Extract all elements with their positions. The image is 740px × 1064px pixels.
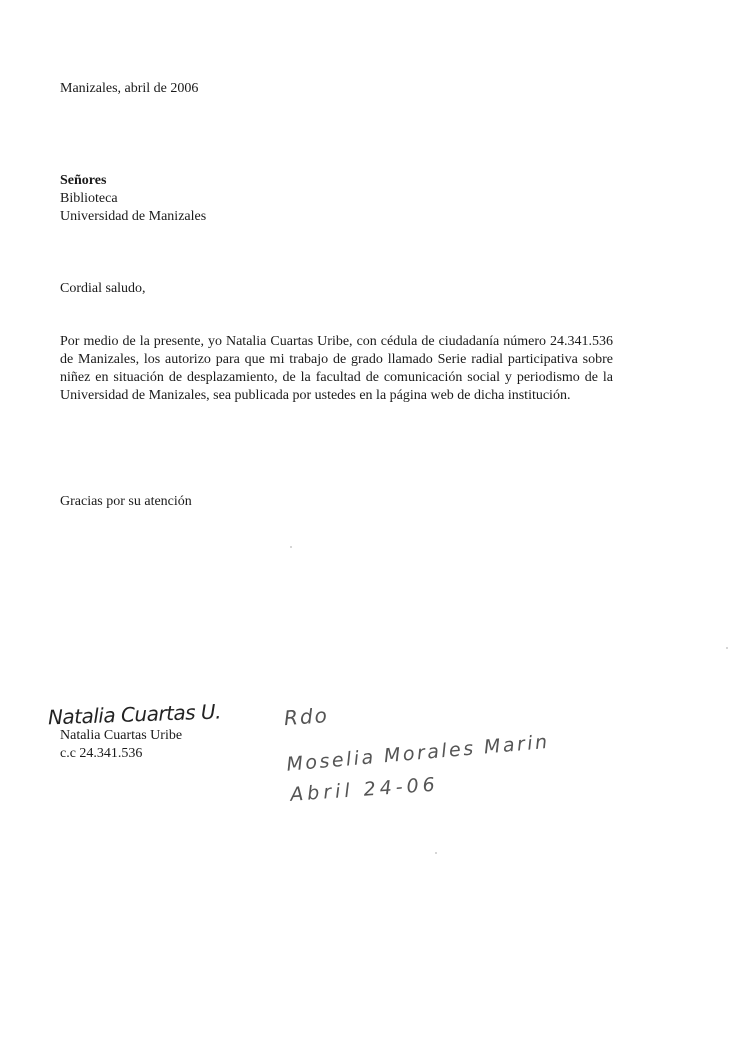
addressee-line-2: Universidad de Manizales <box>60 209 207 224</box>
letter-body: Por medio de la presente, yo Natalia Cuartas Uribe, con cédula de ciudadanía número 24.341.536 de Manizales, los autorizo para que mi trabajo de grado llamado Serie radial participativa sobre niñez en situación de desplazamiento, de la facultad de comunicación social y periodismo de la Universidad de Manizales, sea publicada por ustedes en la página web de dicha institución. <box>60 334 613 403</box>
scan-speck <box>435 852 437 854</box>
scan-speck <box>726 647 728 649</box>
addressee-line-1: Biblioteca <box>60 191 118 206</box>
signature-text: Natalia Cuartas U. <box>47 699 222 730</box>
received-note-line-3: Abril 24-06 <box>289 773 440 806</box>
addressee-block <box>60 172 206 226</box>
received-note <box>280 698 580 808</box>
scan-speck <box>290 546 292 548</box>
signer-name: Natalia Cuartas Uribe <box>60 728 183 743</box>
closing-line: Gracias por su atención <box>60 494 192 509</box>
signer-block <box>60 727 182 763</box>
received-note-line-2: Moselia Morales Marin <box>285 730 551 776</box>
handwritten-signature <box>46 697 266 731</box>
signer-id: c.c 24.341.536 <box>60 746 143 761</box>
addressee-salutation: Señores <box>60 173 107 188</box>
received-note-line-1: Rdo <box>283 703 330 731</box>
letter-date: Manizales, abril de 2006 <box>60 81 199 96</box>
greeting: Cordial saludo, <box>60 281 146 296</box>
